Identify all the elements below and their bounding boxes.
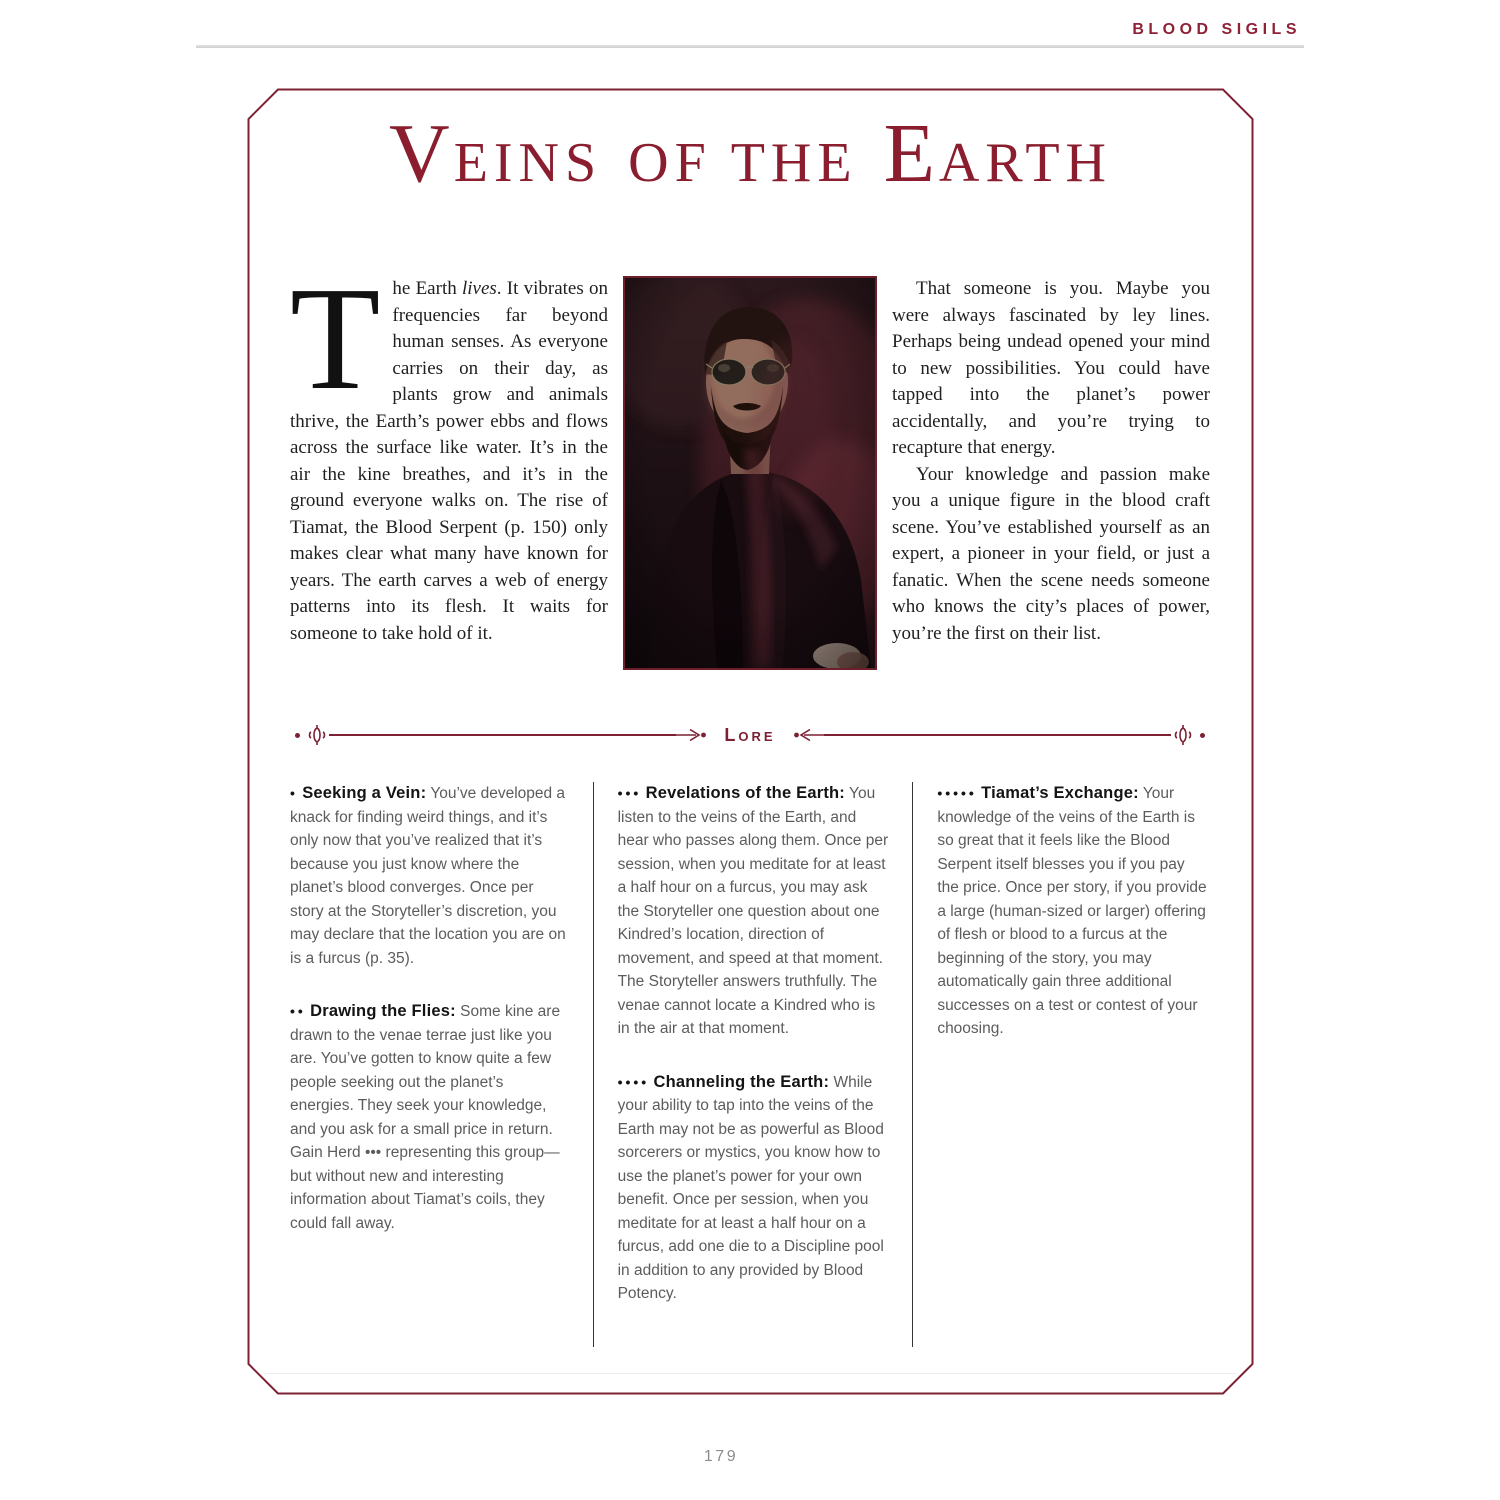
lore-column-2 [618, 782, 889, 1347]
divider-dot-icon [295, 733, 300, 738]
portrait-image [623, 276, 877, 670]
lore-entry [618, 782, 889, 1041]
lore-entry-text: Your knowledge of the veins of the Earth is so great that it feels like the Blood Serpent itself blesses you if you pay the price. Once per story, if you provide a large (human-sized or larger) offering of flesh or blood to a furcus at the beginning of the story, you may automatically gain three additional successes on a test or contest of your choosing. [937, 785, 1207, 1037]
lore-entry-name: Channeling the Earth: [653, 1072, 830, 1091]
drop-cap: T [290, 257, 381, 421]
intro-right-column [892, 276, 1210, 670]
running-header: BLOOD SIGILS [1132, 21, 1301, 38]
lore-entry-rating-dots: ••• [617, 785, 642, 801]
intro-paragraph-3: Your knowledge and passion make you a unique figure in the blood craft scene. You’ve established yourself as an expert, a pioneer in your field, or just a fanatic. When the scene needs someone who knows the city’s places of power, you’re the first on their list. [892, 463, 1210, 644]
divider-right-arrow-icon [794, 728, 824, 742]
intro-text: . It vibrates on frequencies far beyond human senses. As everyone carries on their day, as plants grow and animals thrive, the Earth’s power ebbs and flows across the surface like water. It’s in the air the kine breathes, and it’s in the ground everyone walks on. The rise of Tiamat, the Blood Serpent (p. 150) only makes clear what many have known for years. The earth carves a web of energy patterns into its flesh. It waits for someone to take hold of it. [290, 278, 608, 644]
lore-entry-rating-dots: ••••• [937, 785, 977, 801]
column-divider-rule [912, 782, 913, 1347]
lore-entry [937, 782, 1210, 1041]
title-segment: V [389, 107, 454, 200]
page-title [247, 107, 1254, 200]
lore-entry-name: Revelations of the Earth: [645, 784, 845, 802]
lore-entry-text: You listen to the veins of the Earth, and hear who passes along them. Once per session, when you meditate for at least a half hour on a furcus, you may ask the Storyteller one question about one Kindred’s location, direction of movement, and speed at that moment. The Storyteller answers truthfully. The venae cannot locate a Kindred who is in the air at that moment. [617, 785, 889, 1037]
intro-text-italic: lives [461, 278, 497, 299]
lore-column-1 [290, 782, 569, 1347]
divider-left-arrow-icon [676, 728, 706, 742]
lore-entry [290, 782, 569, 970]
lore-entry-text: While your ability to tap into the veins of the Earth may not be as powerful as Blood sorcerers or mystics, you know how to use the planet’s power for your own benefit. Once per session, when you meditate for at least a half hour on a furcus, add one die to a Discipline pool in addition to any provided by Blood Potency. [617, 1073, 884, 1302]
divider-dot-icon [1200, 733, 1205, 738]
lore-entry [290, 1000, 569, 1235]
title-segment: OF THE [628, 132, 858, 194]
title-segment: E [883, 107, 939, 200]
intro-section [290, 257, 1210, 670]
lore-divider [290, 724, 1210, 746]
lore-entry-rating-dots: • [290, 785, 298, 801]
page-frame [247, 88, 1254, 1395]
divider-line [329, 734, 676, 736]
divider-end-ornament-left-icon [305, 724, 329, 746]
header-rule [196, 45, 1304, 48]
title-segment: ARTH [938, 132, 1112, 194]
intro-paragraph-1 [290, 257, 608, 647]
lore-entry-text: Some kine are drawn to the venae terrae just like you are. You’ve gotten to know quite a few people seeking out the planet’s energies. They seek your knowledge, and you ask for a small price in return. Gain Herd ••• representing this group—but without new and interesting information about Tiamat’s coils, they could fall away. [290, 1003, 561, 1232]
page-number: 179 [703, 1448, 739, 1465]
intro-text: he Earth [392, 278, 462, 299]
divider-end-ornament-right-icon [1171, 724, 1195, 746]
title-segment: EINS [453, 132, 603, 194]
divider-line [824, 734, 1171, 736]
lore-entry-name: Drawing the Flies: [310, 1002, 456, 1020]
lore-section [290, 782, 1210, 1347]
lore-label: LORE [724, 724, 776, 745]
lore-entry-text: You’ve developed a knack for finding weird things, and it’s only now that you’ve realized that it’s because you just know where the planet’s blood converges. Once per story at the Storyteller’s discretion, you may declare that the location you are on is a furcus (p. 35). [290, 785, 566, 967]
intro-left-column [290, 257, 608, 670]
intro-paragraph-2: That someone is you. Maybe you were always fascinated by ley lines. Perhaps being undead opened your mind to new possibilities. You could have tapped into the planet’s power accidentally, and you’re trying to recapture that energy. [892, 278, 1210, 458]
lore-entry [618, 1071, 889, 1306]
lore-entry-name: Tiamat’s Exchange: [981, 784, 1139, 802]
column-divider-rule [593, 782, 594, 1347]
lore-entry-rating-dots: •••• [617, 1073, 650, 1090]
lore-entry-name: Seeking a Vein: [302, 784, 427, 802]
footer-rule [265, 1373, 1236, 1374]
lore-column-3 [937, 782, 1210, 1347]
lore-entry-rating-dots: •• [290, 1003, 306, 1019]
